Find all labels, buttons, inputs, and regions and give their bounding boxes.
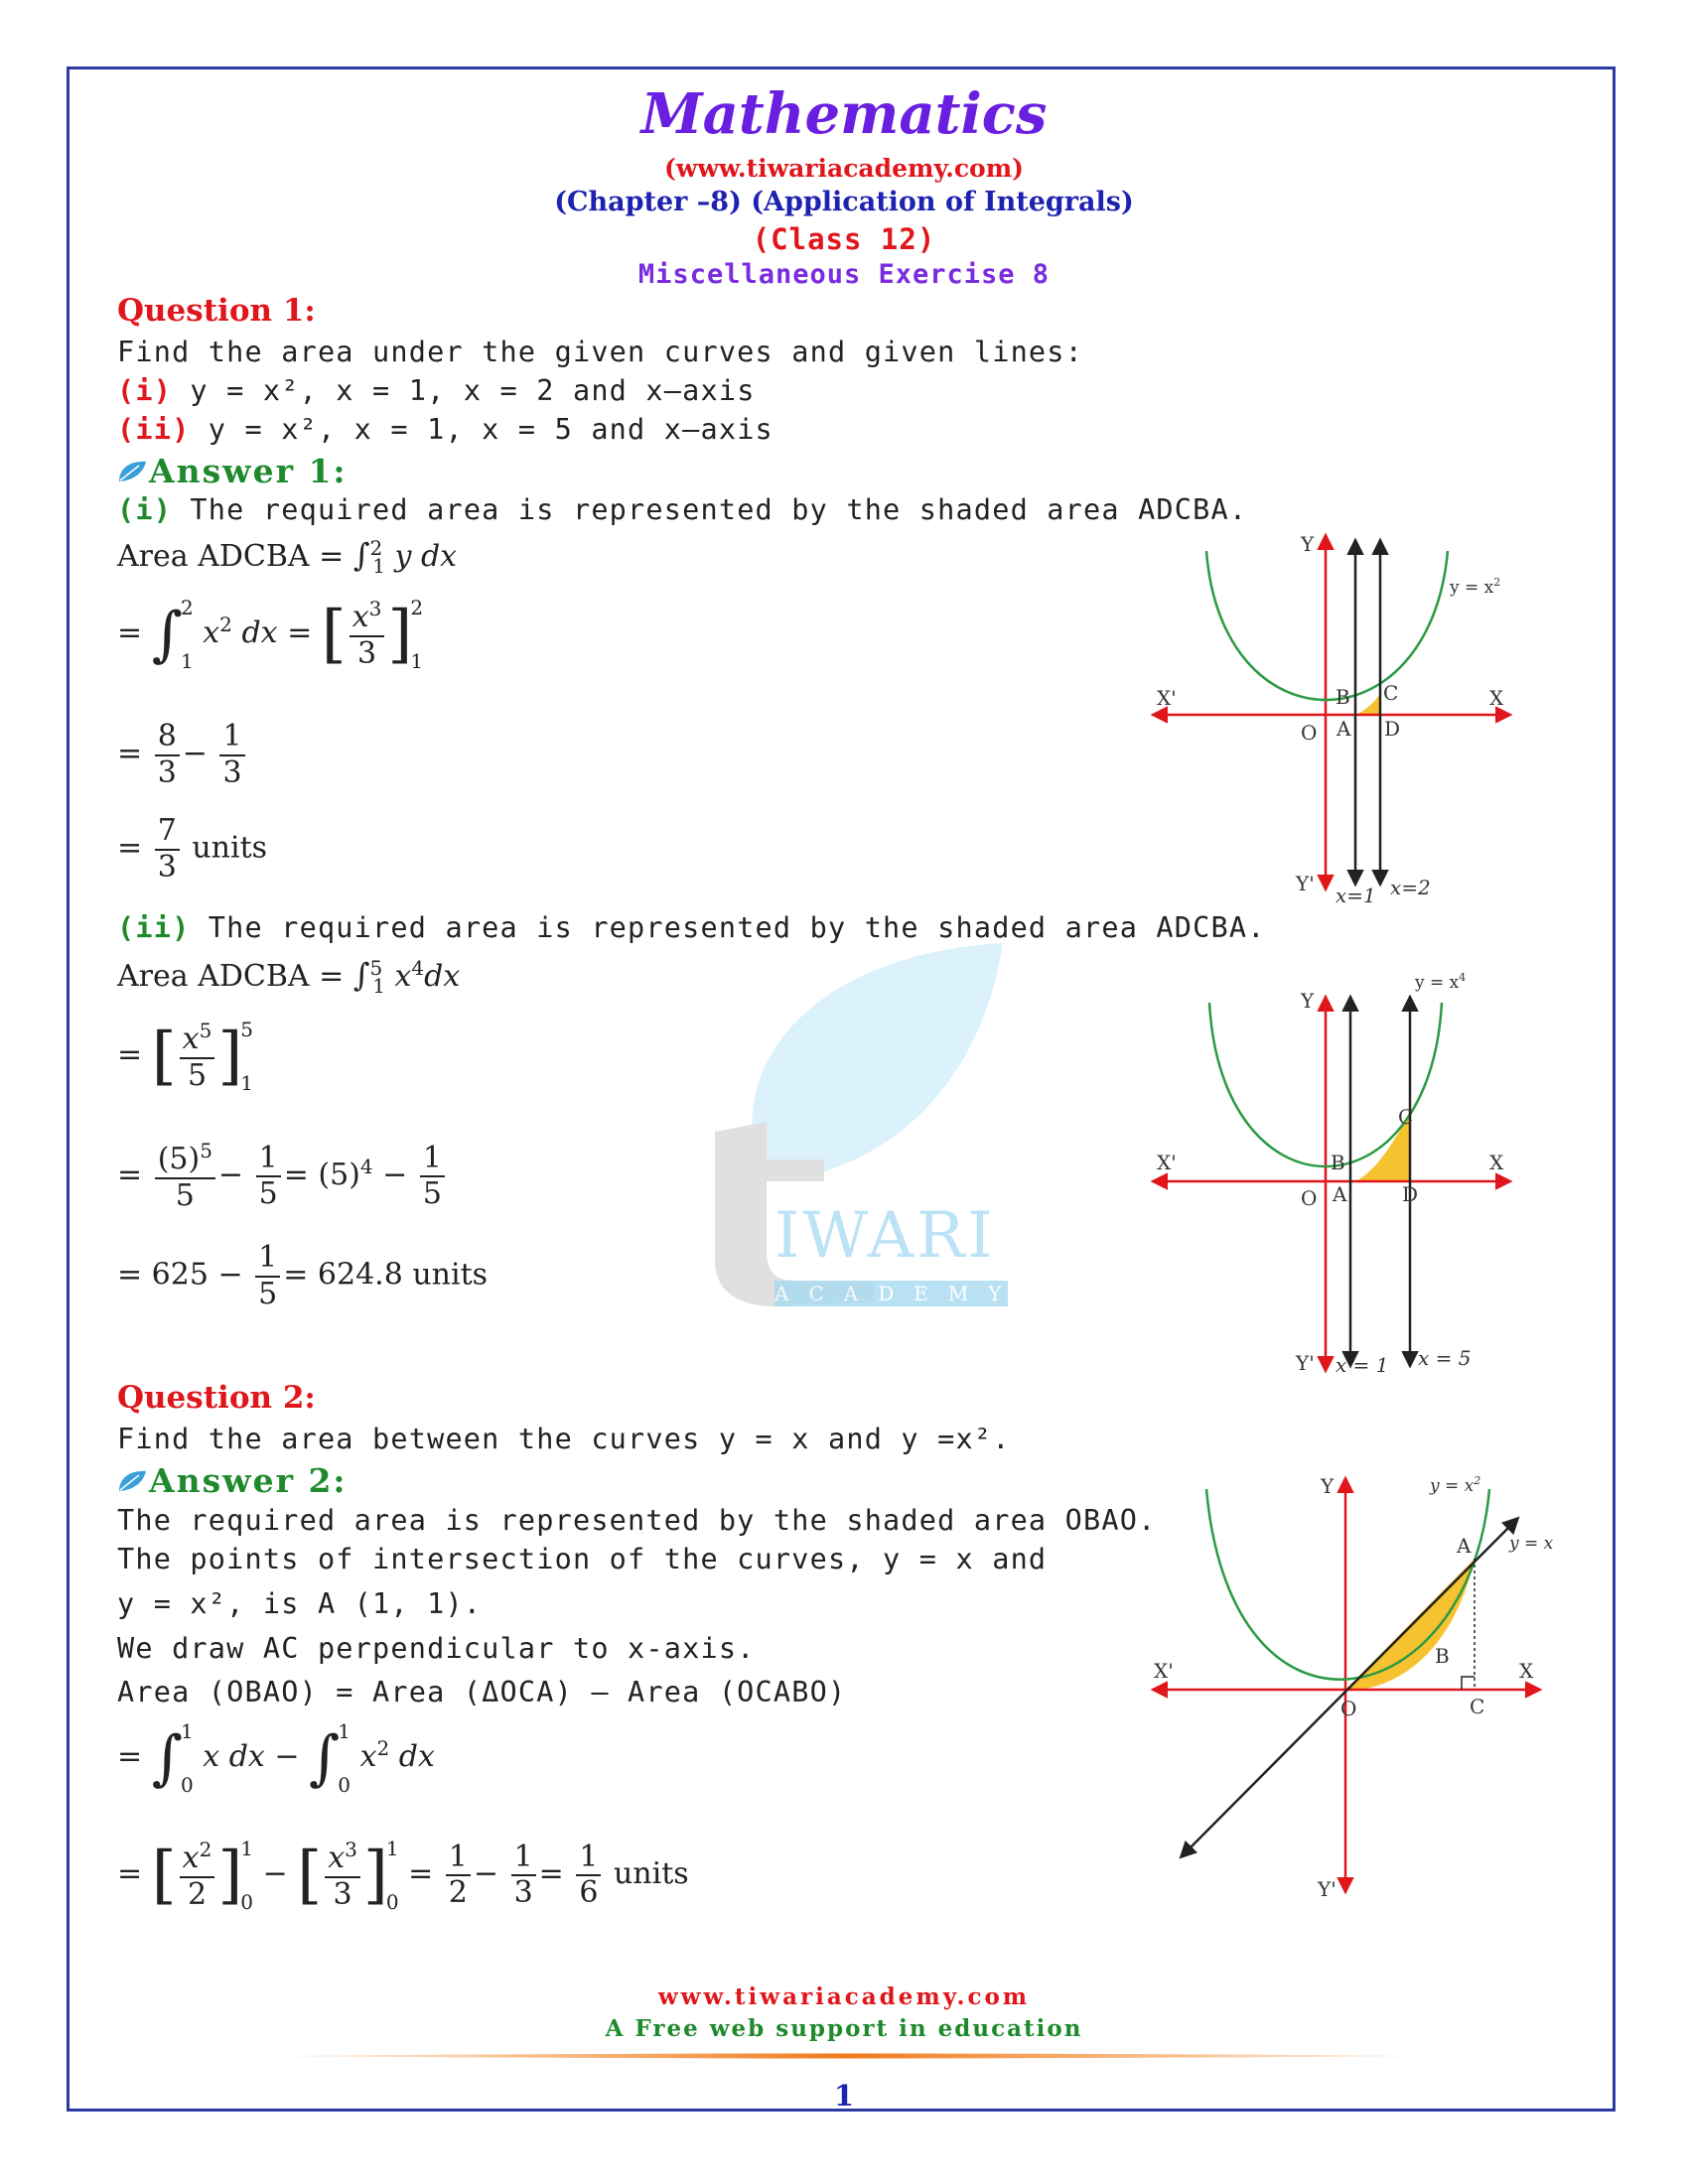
- answer-2-line-2: The points of intersection of the curves, y = x and: [117, 1543, 1048, 1575]
- graph-3-shaded-region: [1345, 1559, 1475, 1690]
- answer-1-part-ii-statement: [117, 911, 1266, 944]
- graph-1-point-C: C: [1383, 681, 1399, 705]
- graph-2-point-B: B: [1331, 1151, 1345, 1174]
- integral-result-3: = [ $\frac{x^2}{2}$ ] 1 0 − [ $\frac{x^3}{3}$ ] 1 0 = $\frac{1}{2}$ − $\frac{1}{3}$ = $\frac{1}{6}$ units: [117, 1837, 689, 1914]
- exercise-heading: Miscellaneous Exercise 8: [637, 259, 1051, 290]
- graph-3-area-between-curves: [1142, 1469, 1559, 1906]
- page-title: Mathematics: [640, 81, 1048, 147]
- footer-website-link[interactable]: www.tiwariacademy.com: [657, 1983, 1031, 2010]
- answer-1-part-i-statement: [117, 493, 1247, 526]
- integral-step-2: = $\frac{8}{3}$ − $\frac{1}{3}$: [117, 720, 248, 790]
- part-i-text: y = x², x = 1, x = 2 and x–axis: [172, 374, 756, 407]
- footer-divider: [256, 2053, 1438, 2059]
- units-label-3: units: [613, 1856, 689, 1891]
- integral-step-5: = ∫ 1 0 x dx − ∫ 1 0 $x^2$ dx: [117, 1719, 435, 1797]
- header-website-link[interactable]: (www.tiwariacademy.com): [663, 154, 1024, 183]
- graph-2-label-origin: O: [1301, 1186, 1318, 1210]
- question-1-part-ii: [117, 413, 774, 446]
- graph-2-y-equals-x-fourth: [1142, 973, 1519, 1380]
- answer-part-ii-text: The required area is represented by the shaded area ADCBA.: [190, 911, 1266, 944]
- answer-2-line-3: y = x², is A (1, 1).: [117, 1587, 483, 1620]
- graph-3-label-y: Y: [1321, 1474, 1335, 1498]
- integral-step-4: = $\frac{(5)^5}{5}$ − $\frac{1}{5}$ = $(5)^4$ − $\frac{1}{5}$: [117, 1140, 448, 1213]
- chapter-heading: (Chapter –8) (Application of Integrals): [554, 187, 1134, 217]
- leaf-logo-icon: [117, 460, 147, 483]
- integral-step-1: = ∫ 2 1 $x^2$ dx = [ $\frac{x^3}{3}$ ] 2 1: [117, 596, 424, 673]
- graph-1-label-line-x1: x=1: [1336, 884, 1376, 907]
- graph-2-label-line-x5: x = 5: [1418, 1346, 1472, 1370]
- graph-1-label-line-x2: x=2: [1390, 876, 1431, 899]
- graph-3-right-angle-mark: [1462, 1677, 1475, 1690]
- part-ii-text: y = x², x = 1, x = 5 and x–axis: [190, 413, 774, 446]
- graph-3-label-x-neg: X': [1154, 1659, 1174, 1683]
- graph-1-point-B: B: [1336, 685, 1350, 709]
- answer-1-label: Answer 1:: [149, 452, 348, 490]
- question-1-part-i: [117, 374, 756, 407]
- answer-2-line-5: Area (OBAO) = Area (ΔOCA) – Area (OCABO): [117, 1676, 847, 1708]
- graph-2-point-A: A: [1333, 1182, 1347, 1206]
- footer-tagline: A Free web support in education: [605, 2015, 1083, 2042]
- answer-2-heading: [117, 1461, 348, 1500]
- graph-1-y-equals-x-squared: [1142, 531, 1519, 908]
- integral-result-2: = 625 − $\frac{1}{5}$ = 624.8 units: [117, 1240, 489, 1311]
- graph-1-parabola: [1206, 551, 1448, 700]
- graph-1-shaded-region: [1355, 694, 1380, 715]
- area-formula-1-label: Area ADCBA =: [117, 539, 345, 574]
- graph-3-label-origin: O: [1340, 1697, 1357, 1720]
- question-2-label: Question 2:: [117, 1380, 316, 1416]
- area-formula-2-label: Area ADCBA =: [117, 959, 345, 994]
- graph-2-label-x-neg: X': [1157, 1151, 1177, 1174]
- graph-3-point-A: A: [1457, 1534, 1472, 1558]
- graph-3-point-B: B: [1435, 1644, 1450, 1668]
- answer-1-heading: [117, 452, 348, 490]
- integral-step-3: = [ $\frac{x^5}{5}$ ] 5 1: [117, 1018, 254, 1095]
- class-heading: (Class 12): [752, 222, 936, 256]
- answer-part-i-label: (i): [117, 493, 173, 526]
- integral-result-1: = $\frac{7}{3}$ units: [117, 813, 268, 885]
- graph-1-curve-label: $y = x^2$: [1450, 576, 1501, 598]
- part-i-label: (i): [117, 374, 173, 407]
- page-number: 1: [833, 2079, 855, 2113]
- part-ii-label: (ii): [117, 413, 191, 446]
- answer-2-line-1: The required area is represented by the shaded area OBAO.: [117, 1504, 1157, 1537]
- graph-2-label-y-neg: Y': [1296, 1351, 1315, 1375]
- graph-2-label-line-x1: x = 1: [1336, 1353, 1389, 1377]
- answer-2-label: Answer 2:: [149, 1461, 348, 1500]
- answer-2-line-4: We draw AC perpendicular to x-axis.: [117, 1632, 756, 1665]
- answer-part-ii-label: (ii): [117, 911, 191, 944]
- graph-2-point-D: D: [1402, 1182, 1419, 1206]
- graph-1-point-A: A: [1336, 717, 1351, 741]
- graph-1-label-y-neg: Y': [1296, 872, 1315, 895]
- result-value-2: = 624.8 units: [283, 1257, 489, 1293]
- question-1-label: Question 1:: [117, 293, 316, 329]
- graph-3-curve-label: $y = x^2$: [1430, 1474, 1481, 1496]
- graph-3-label-y-neg: Y': [1318, 1877, 1336, 1901]
- units-label-1: units: [192, 830, 268, 866]
- watermark-text: IWARI: [774, 1199, 996, 1273]
- graph-1-label-x: X: [1489, 686, 1504, 710]
- graph-3-label-x: X: [1519, 1659, 1534, 1683]
- graph-3-line-y-equals-x: [1182, 1519, 1517, 1856]
- watermark-subtext: ACADEMY: [774, 1282, 1022, 1305]
- question-1-text: Find the area under the given curves and given lines:: [117, 336, 1083, 368]
- graph-1-point-D: D: [1384, 717, 1401, 741]
- area-formula-1: Area ADCBA = ∫$^2_1$ y dx: [117, 536, 458, 578]
- graph-2-curve-label: $y = x^4$: [1415, 973, 1467, 993]
- question-2-text: Find the area between the curves y = x and y =x².: [117, 1423, 1011, 1455]
- graph-1-label-origin: O: [1301, 721, 1318, 745]
- answer-part-i-text: The required area is represented by the shaded area ADCBA.: [172, 493, 1248, 526]
- graph-2-point-C: C: [1398, 1105, 1414, 1129]
- graph-1-label-y: Y: [1301, 532, 1315, 556]
- area-formula-2: Area ADCBA = ∫$^5_1$ $x^4dx$: [117, 956, 461, 998]
- graph-3-point-C: C: [1470, 1695, 1485, 1718]
- graph-2-label-y: Y: [1301, 989, 1315, 1013]
- graph-2-label-x: X: [1489, 1151, 1504, 1174]
- leaf-logo-icon: [117, 1469, 147, 1493]
- graph-3-line-label: y = x: [1509, 1534, 1554, 1554]
- graph-1-label-x-neg: X': [1157, 686, 1177, 710]
